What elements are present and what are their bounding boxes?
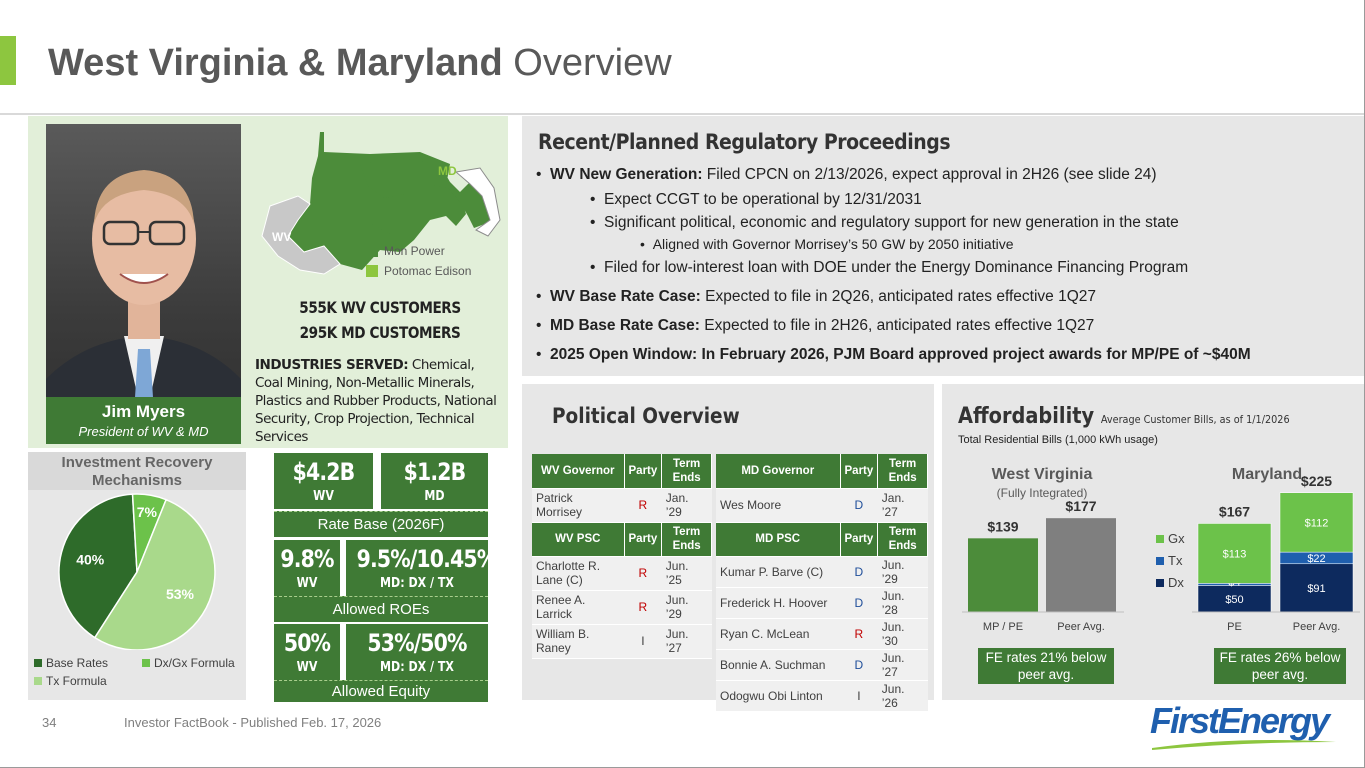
md-officials-table: MD Governor Party Term Ends Wes Moore D Jan. ’27 MD PSC Party Term Ends Kumar P. Barve (C) D Jun. ’29 Frederick H. Hoover D Jun. ’28 Ryan C. McLean R Jun. ’30 Bonnie A. Suchman D Jun. ’27 Odogwu Obi Linton I Jun. ’26 (716, 454, 928, 712)
accent-bar (0, 36, 16, 85)
wv-category-label: MP / PE (982, 621, 1024, 633)
political-heading: Political Overview (552, 404, 740, 428)
table-row: Bonnie A. Suchman D Jun. ’27 (716, 649, 928, 680)
executive-nameplate (46, 397, 241, 444)
legend-potomac-edison (366, 264, 471, 278)
md-total-label: $167 (1218, 503, 1251, 520)
affordability-heading: Affordability Average Customer Bills, as of 1/1/2026 (958, 404, 1290, 429)
regulatory-panel (522, 116, 1365, 376)
rate-base-wv: $4.2B WV (274, 453, 373, 509)
map-label-md: MD (438, 164, 457, 178)
service-territory-map (250, 124, 508, 294)
rate-base-caption: Rate Base (2026F) (274, 511, 488, 537)
table-row: Kumar P. Barve (C) D Jun. ’29 (716, 556, 928, 587)
equity-caption: Allowed Equity (274, 680, 488, 702)
pie-legend-base: Base Rates (34, 656, 108, 670)
roe-caption: Allowed ROEs (274, 596, 488, 622)
reg-sub-sub-bullet: • Aligned with Governor Morrisey’s 50 GW by 2050 initiative (640, 236, 1014, 252)
md-legend-label: Dx (1168, 575, 1184, 590)
md-legend-swatch (1156, 557, 1164, 565)
rate-base-md: $1.2B MD (381, 453, 488, 509)
wv-bar (1046, 518, 1116, 612)
md-category-label: PE (1227, 621, 1242, 633)
wv-customers: 555K WV CUSTOMERS (299, 298, 461, 317)
md-legend-swatch (1156, 579, 1164, 587)
md-segment-label: $50 (1225, 593, 1244, 606)
table-row: Wes Moore D Jan. ’27 (716, 488, 928, 522)
wv-bar (968, 538, 1038, 612)
md-segment-label: $112 (1304, 517, 1329, 530)
md-segment-label: $113 (1222, 548, 1247, 561)
equity-wv: 50% WV (274, 624, 340, 680)
legend-swatch (34, 677, 42, 685)
md-legend-swatch (1156, 535, 1164, 543)
roe-wv: 9.8% WV (274, 540, 340, 596)
reg-bullet-3: • MD Base Rate Case: Expected to file in 2H26, anticipated rates effective 1Q27 (536, 317, 1095, 334)
table-row: Charlotte R. Lane (C) R Jun. ’25 (532, 556, 712, 590)
md-segment-label: $91 (1307, 582, 1326, 595)
reg-bullet-2: • WV Base Rate Case: Expected to file in 2Q26, anticipated rates effective 1Q27 (536, 288, 1097, 305)
equity-md: 53%/50% MD: DX / TX (346, 624, 488, 680)
legend-swatch (142, 659, 150, 667)
legend-mon-power (366, 244, 445, 258)
md-segment-label: $22 (1307, 552, 1326, 565)
wv-category-label: Peer Avg. (1057, 621, 1105, 633)
logo-swoosh (1150, 736, 1340, 752)
legend-swatch (366, 265, 378, 277)
pie-label: 53% (165, 586, 194, 603)
reg-bullet-4: • 2025 Open Window: In February 2026, PJM Board approved project awards for MP/PE of ~$40M (536, 346, 1251, 363)
page-title: West Virginia & Maryland Overview (48, 42, 672, 84)
md-legend-label: Tx (1168, 553, 1183, 568)
reg-bullet-1: • WV New Generation: Filed CPCN on 2/13/2026, expect approval in 2H26 (see slide 24) (536, 166, 1157, 183)
table-row: Odogwu Obi Linton I Jun. ’26 (716, 680, 928, 711)
pie-legend-dxgx: Dx/Gx Formula (142, 656, 235, 670)
political-panel (522, 384, 934, 710)
wv-officials-table: WV Governor Party Term Ends Patrick Morrisey R Jan. ’29 WV PSC Party Term Ends Charlotte R. Lane (C) R Jun. ’25 Renee A. Larrick R Jun. ’29 William B. Raney I Jun. ’27 (532, 454, 712, 659)
legend-label: Potomac Edison (384, 264, 472, 278)
wv-bar-label: $177 (1065, 498, 1097, 515)
table-row: Patrick Morrisey R Jan. ’29 (532, 488, 712, 522)
roe-md: 9.5%/10.45% MD: DX / TX (346, 540, 488, 596)
map-label-wv: WV (272, 230, 292, 244)
wv-chart-title: West Virginia (991, 466, 1093, 483)
md-legend-label: Gx (1168, 531, 1185, 546)
executive-name: Jim Myers (101, 402, 186, 421)
md-total-label: $225 (1300, 472, 1333, 489)
investment-recovery-chart (28, 490, 246, 700)
executive-role: President of WV & MD (78, 424, 209, 439)
wv-bar-label: $139 (987, 518, 1019, 535)
affordability-subtitle: Total Residential Bills (1,000 kWh usage) (958, 434, 1158, 446)
md-customers: 295K MD CUSTOMERS (299, 323, 461, 342)
industries-served: INDUSTRIES SERVED: Chemical, Coal Mining, Non-Metallic Minerals, Plastics and Rubber Products, National Security, Crop Projection, Technical Services (255, 357, 497, 445)
investment-recovery-title: Investment Recovery Mechanisms (28, 452, 246, 490)
pie-label: 40% (76, 551, 105, 568)
legend-label: Mon Power (384, 244, 445, 258)
reg-sub-bullet-1: • Expect CCGT to be operational by 12/31/2031 (590, 191, 922, 208)
md-callout: FE rates 26% below peer avg. (1214, 648, 1346, 684)
regulatory-heading: Recent/Planned Regulatory Proceedings (538, 130, 951, 154)
wv-callout: FE rates 21% below peer avg. (978, 648, 1114, 684)
legend-swatch (366, 245, 378, 257)
pie-label: 7% (136, 503, 157, 520)
md-chart-title: Maryland (1231, 466, 1303, 483)
legend-swatch (34, 659, 42, 667)
reg-sub-bullet-2: • Significant political, economic and regulatory support for new generation in the state (590, 214, 1179, 231)
title-rule (0, 113, 1365, 115)
page-number: 34 (42, 715, 57, 730)
affordability-panel (942, 384, 1365, 700)
wv-chart-subtitle: (Fully Integrated) (996, 486, 1088, 500)
pie-legend-tx: Tx Formula (34, 674, 107, 688)
table-row: Frederick H. Hoover D Jun. ’28 (716, 587, 928, 618)
footer-text: Investor FactBook - Published Feb. 17, 2026 (124, 715, 382, 730)
md-category-label: Peer Avg. (1292, 621, 1341, 633)
table-row: Renee A. Larrick R Jun. ’29 (532, 590, 712, 624)
executive-photo (46, 124, 241, 444)
table-row: Ryan C. McLean R Jun. ’30 (716, 618, 928, 649)
table-row: William B. Raney I Jun. ’27 (532, 624, 712, 658)
pie-chart (28, 490, 246, 650)
reg-sub-bullet-3: • Filed for low-interest loan with DOE under the Energy Dominance Financing Program (590, 259, 1189, 276)
firstenergy-logo: FirstEnergy (1150, 700, 1329, 741)
